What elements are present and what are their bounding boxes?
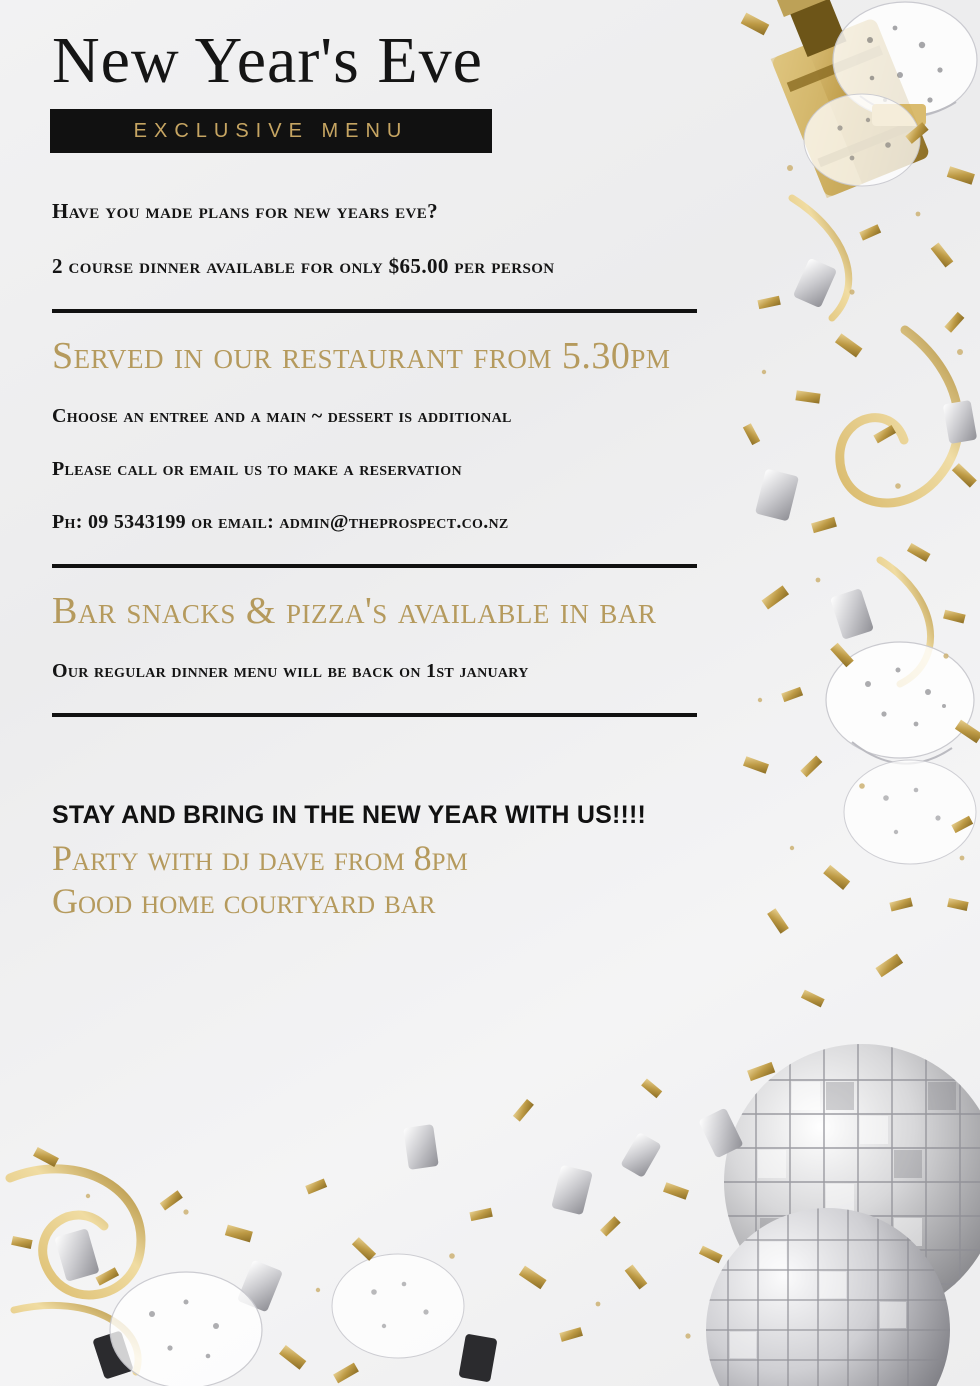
- poster-content: [48, 0, 708, 1386]
- restaurant-contact[interactable]: Ph: 09 5343199 or email: admin@theprospect.co.nz: [52, 510, 509, 533]
- divider-2: [52, 564, 697, 568]
- bar-heading: Bar snacks & pizza's available in bar: [52, 589, 657, 632]
- intro-offer: 2 course dinner available for only $65.00 per person: [52, 254, 555, 279]
- divider-3: [52, 713, 697, 717]
- restaurant-heading: Served in our restaurant from 5.30pm: [52, 335, 671, 378]
- finale-line-2: Good home courtyard bar: [52, 881, 436, 922]
- finale-shout: STAY AND BRING IN THE NEW YEAR WITH US!!!!: [52, 800, 647, 829]
- finale-line-1: Party with dj dave from 8pm: [52, 837, 468, 878]
- subtitle-label: EXCLUSIVE MENU: [133, 119, 409, 142]
- finale-block: [48, 801, 708, 923]
- intro-block: [48, 199, 708, 279]
- divider-1: [52, 309, 697, 313]
- restaurant-line-1: Choose an entree and a main ~ dessert is additional: [52, 404, 512, 427]
- page-title: New Year's Eve: [52, 24, 483, 97]
- intro-question: Have you made plans for new years eve?: [52, 199, 439, 224]
- bar-line-1: Our regular dinner menu will be back on 1st january: [52, 659, 529, 682]
- restaurant-line-2: Please call or email us to make a reservation: [52, 457, 462, 480]
- subtitle-banner: [50, 109, 492, 153]
